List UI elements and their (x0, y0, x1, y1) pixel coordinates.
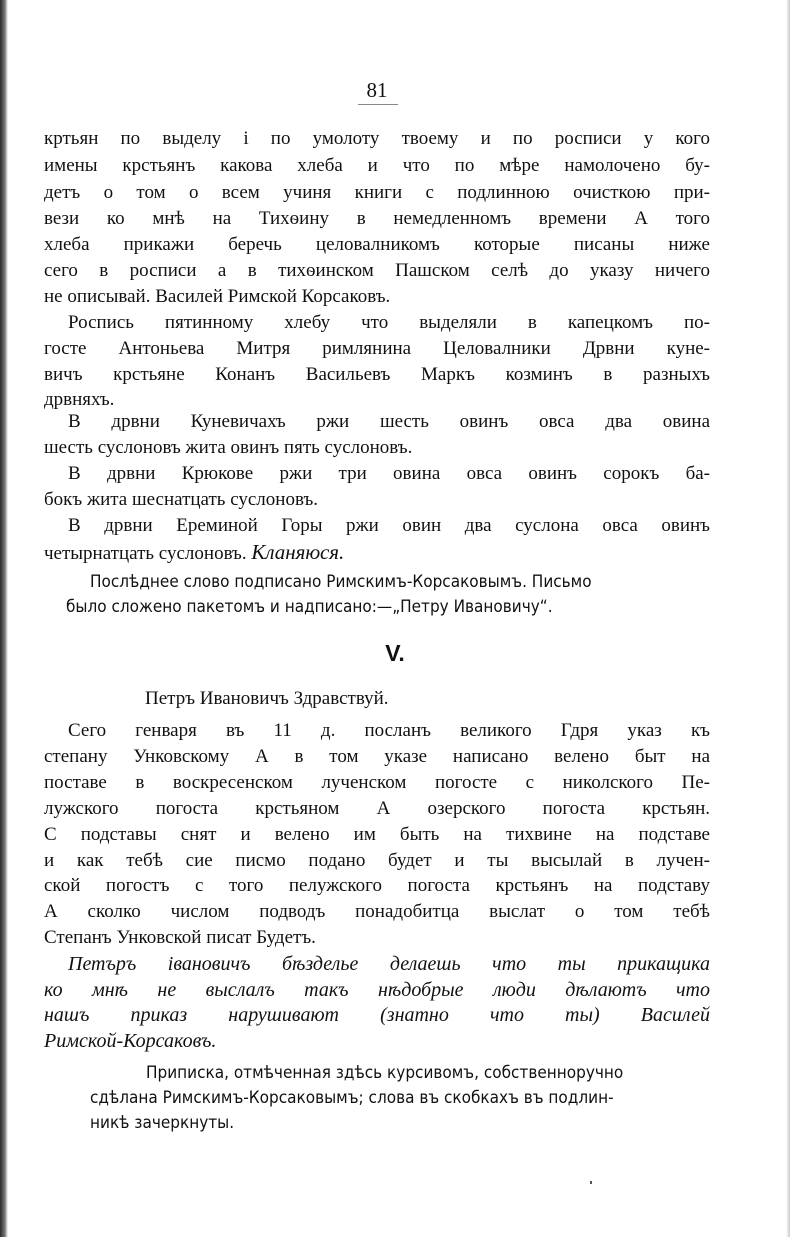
text-line: бокъ жита шеснатцать суслоновъ. (44, 489, 319, 510)
text-line: В дрвни Куневичахъ ржи шесть овинъ овса два овина (68, 411, 710, 432)
postscript-line: нашъ приказ нарушивают (знатно что ты) Василей (44, 1004, 710, 1026)
text-line: Сего генваря въ 11 д. посланъ великого Гдря указ къ (68, 720, 710, 741)
text-line: ской погостъ с того пелужского погоста крстьянъ на подставу (44, 875, 710, 896)
text-line: поставе в воскресенском лученском погосте с николского Пе- (44, 772, 710, 793)
text-fragment: четырнатцать суслоновъ. (44, 543, 247, 564)
text-line: Степанъ Унковской писат Будетъ. (44, 927, 316, 948)
text-line: имены крстьянъ какова хлеба и что по мѣре намолочено бу- (44, 155, 710, 176)
editorial-note-line: никѣ зачеркнуты. (90, 1113, 235, 1133)
text-line: дрвняхъ. (44, 389, 115, 410)
editorial-note-line: Послѣднее слово подписано Римскимъ-Корсаковымъ. Письмо (90, 572, 592, 592)
text-line: В дрвни Ереминой Горы ржи овин два суслона овса овинъ (68, 515, 710, 536)
text-line: лужского погоста крстьяном А озерского погоста крстьян. (44, 798, 710, 819)
page-scan-edge-right (786, 0, 790, 1237)
text-line: степану Унковскому А в том указе написано велено быт на (44, 746, 710, 767)
section-heading: V. (385, 640, 405, 666)
text-line: В дрвни Крюкове ржи три овина овса овинъ сорокъ ба- (68, 463, 710, 484)
greeting-line: Петръ Ивановичъ Здравствуй. (145, 688, 389, 709)
text-line: и как тебѣ сие писмо подано будет и ты высылай в лучен- (44, 850, 710, 871)
text-line: кртьян по выделу і по умолоту твоему и по росписи у кого (44, 128, 710, 149)
text-line: вичъ крстьяне Конанъ Васильевъ Маркъ козминъ в разныхъ (44, 364, 710, 385)
text-line (44, 539, 710, 567)
page-scan-edge (0, 0, 8, 1237)
postscript-line: Римской-Корсаковъ. (44, 1030, 217, 1052)
page-number: 81 (366, 78, 388, 102)
text-line: госте Антоньева Митря римлянина Целовалники Дрвни куне- (44, 338, 710, 359)
page-number-rule (358, 104, 398, 105)
text-line: С подставы снят и велено им быть на тихвине на подставе (44, 824, 710, 845)
editorial-note-line: сдѣлана Римскимъ-Корсаковымъ; слова въ скобкахъ въ подлин- (90, 1088, 614, 1108)
text-line: Роспись пятинному хлебу что выделяли в капецкомъ по- (68, 312, 710, 333)
postscript-line: Петъръ івановичъ бѣзделье делаешь что ты прикащика (68, 953, 710, 975)
signature-word: Кланяюся. (251, 540, 345, 564)
text-line: А сколко числом подводъ понадобитца выслат о том тебѣ (44, 901, 710, 922)
text-line: детъ о том о всем учиня книги с подлинною очисткою при- (44, 182, 710, 203)
text-line: вези ко мнѣ на Тихѳину в немедленномъ времени А того (44, 208, 710, 229)
text-line: сего в росписи а в тихѳинском Пашском селѣ до указу ничего (44, 260, 710, 281)
text-line: не описывай. Василей Римской Корсаковъ. (44, 286, 391, 307)
editorial-note-line: Приписка, отмѣченная здѣсь курсивомъ, собственноручно (146, 1063, 624, 1083)
text-line: шесть суслоновъ жита овинъ пять суслоновъ. (44, 437, 413, 458)
scan-speck (590, 1181, 592, 1184)
postscript-line: ко мнѣ не выслалъ такъ нѣдобрые люди дѣлаютъ что (44, 979, 710, 1001)
text-line: хлеба прикажи беречь целовалникомъ которые писаны ниже (44, 234, 710, 255)
editorial-note-line: было сложено пакетомъ и надписано:—„Петру Ивановичу“. (66, 597, 553, 617)
